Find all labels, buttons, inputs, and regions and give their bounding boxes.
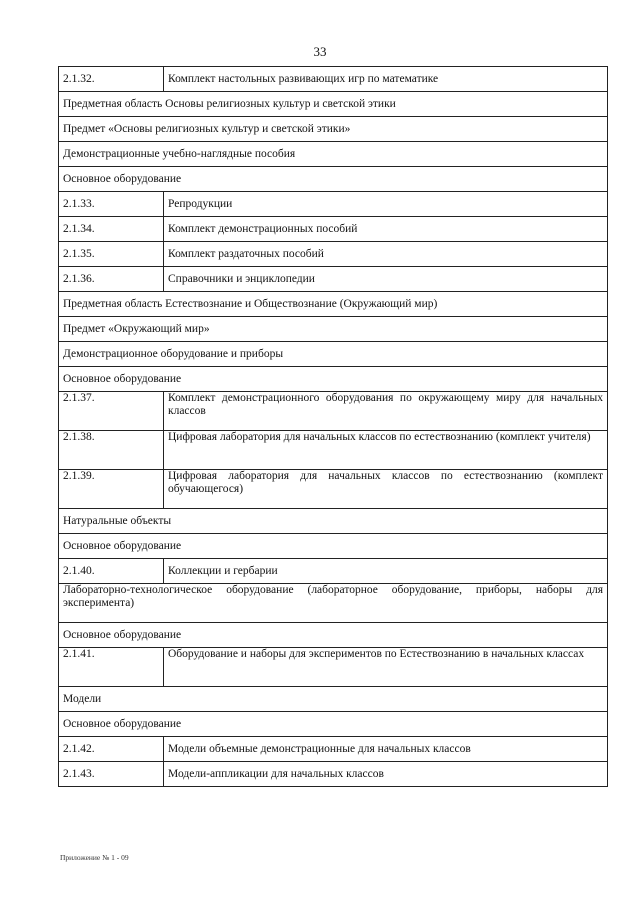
item-number: 2.1.39. [59,470,164,509]
item-name: Репродукции [164,192,608,217]
section-row [59,623,608,648]
item-number: 2.1.37. [59,392,164,431]
section-heading: Предмет «Основы религиозных культур и светской этики» [59,117,608,142]
item-name: Оборудование и наборы для экспериментов по Естествознанию в начальных классах [164,648,608,687]
section-heading: Модели [59,687,608,712]
section-row [59,317,608,342]
section-row [59,292,608,317]
item-name: Цифровая лаборатория для начальных классов по естествознанию (комплект обучающегося) [164,470,608,509]
footer-note: Приложение № 1 - 09 [60,853,129,862]
item-name: Модели-аппликации для начальных классов [164,762,608,787]
item-number: 2.1.43. [59,762,164,787]
section-row [59,117,608,142]
item-number: 2.1.41. [59,648,164,687]
section-row [59,712,608,737]
section-heading: Демонстрационные учебно-наглядные пособия [59,142,608,167]
section-heading: Предмет «Окружающий мир» [59,317,608,342]
item-name: Коллекции и гербарии [164,559,608,584]
section-heading: Основное оборудование [59,167,608,192]
section-row [59,367,608,392]
table-row [59,559,608,584]
item-number: 2.1.36. [59,267,164,292]
section-heading: Предметная область Естествознание и Обществознание (Окружающий мир) [59,292,608,317]
table-body [59,67,608,787]
item-number: 2.1.32. [59,67,164,92]
section-row [59,584,608,623]
item-name: Комплект демонстрационных пособий [164,217,608,242]
section-heading: Основное оборудование [59,712,608,737]
section-heading: Основное оборудование [59,623,608,648]
section-row [59,142,608,167]
table-row [59,431,608,470]
item-number: 2.1.35. [59,242,164,267]
item-name: Комплект демонстрационного оборудования по окружающему миру для начальных классов [164,392,608,431]
section-heading: Демонстрационное оборудование и приборы [59,342,608,367]
table-row [59,762,608,787]
section-row [59,167,608,192]
section-heading: Основное оборудование [59,367,608,392]
item-name: Комплект настольных развивающих игр по математике [164,67,608,92]
table-row [59,192,608,217]
section-row [59,509,608,534]
item-name: Справочники и энциклопедии [164,267,608,292]
table-row [59,242,608,267]
section-heading: Основное оборудование [59,534,608,559]
item-name: Комплект раздаточных пособий [164,242,608,267]
section-heading: Предметная область Основы религиозных культур и светской этики [59,92,608,117]
section-row [59,92,608,117]
item-name: Модели объемные демонстрационные для начальных классов [164,737,608,762]
item-number: 2.1.38. [59,431,164,470]
table-row [59,267,608,292]
section-row [59,534,608,559]
item-number: 2.1.33. [59,192,164,217]
page-number: 33 [313,44,327,59]
section-row [59,342,608,367]
section-heading: Лабораторно-технологическое оборудование (лабораторное оборудование, приборы, наборы для эксперимента) [59,584,608,623]
table-row [59,470,608,509]
section-row [59,687,608,712]
item-number: 2.1.34. [59,217,164,242]
section-heading: Натуральные объекты [59,509,608,534]
item-name: Цифровая лаборатория для начальных классов по естествознанию (комплект учителя) [164,431,608,470]
item-number: 2.1.42. [59,737,164,762]
table-row [59,737,608,762]
table-row [59,217,608,242]
table-row [59,648,608,687]
equipment-table [58,66,608,787]
table-row [59,392,608,431]
table-row [59,67,608,92]
item-number: 2.1.40. [59,559,164,584]
